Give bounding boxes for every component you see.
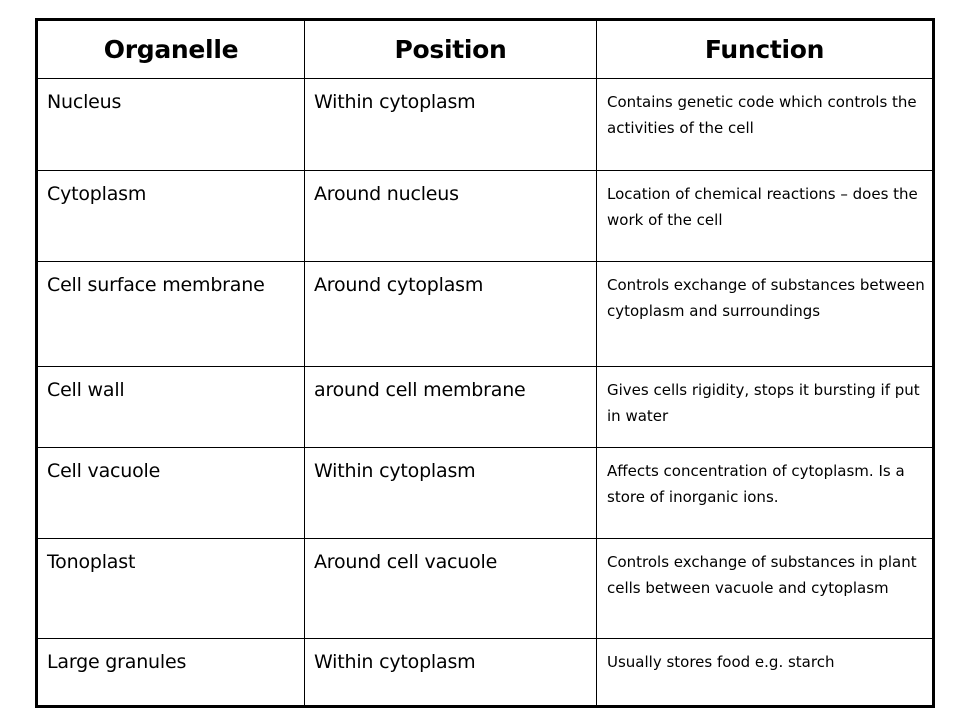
table-row (37, 262, 934, 367)
position-cell: Around nucleus (305, 171, 597, 262)
header-function: Function (597, 20, 934, 79)
function-cell: Controls exchange of substances between cytoplasm and surroundings (597, 262, 934, 367)
organelle-cell: Cell wall (37, 367, 305, 448)
position-cell: Around cytoplasm (305, 262, 597, 367)
position-cell: around cell membrane (305, 367, 597, 448)
table-row (37, 539, 934, 639)
function-cell: Controls exchange of substances in plant cells between vacuole and cytoplasm (597, 539, 934, 639)
function-cell: Affects concentration of cytoplasm. Is a store of inorganic ions. (597, 448, 934, 539)
organelle-cell: Tonoplast (37, 539, 305, 639)
organelle-cell: Cell surface membrane (37, 262, 305, 367)
table-row (37, 79, 934, 171)
table-row (37, 171, 934, 262)
organelle-table (35, 18, 935, 708)
position-cell: Within cytoplasm (305, 448, 597, 539)
table-header (37, 20, 934, 79)
function-cell: Usually stores food e.g. starch (597, 639, 934, 707)
organelle-cell: Nucleus (37, 79, 305, 171)
table-row (37, 367, 934, 448)
table-body (37, 79, 934, 707)
function-cell: Gives cells rigidity, stops it bursting if put in water (597, 367, 934, 448)
function-cell: Location of chemical reactions – does the work of the cell (597, 171, 934, 262)
table-row (37, 448, 934, 539)
table-row (37, 639, 934, 707)
function-cell: Contains genetic code which controls the activities of the cell (597, 79, 934, 171)
header-row (37, 20, 934, 79)
organelle-cell: Cytoplasm (37, 171, 305, 262)
organelle-cell: Large granules (37, 639, 305, 707)
header-position: Position (305, 20, 597, 79)
header-organelle: Organelle (37, 20, 305, 79)
position-cell: Around cell vacuole (305, 539, 597, 639)
position-cell: Within cytoplasm (305, 79, 597, 171)
position-cell: Within cytoplasm (305, 639, 597, 707)
organelle-cell: Cell vacuole (37, 448, 305, 539)
